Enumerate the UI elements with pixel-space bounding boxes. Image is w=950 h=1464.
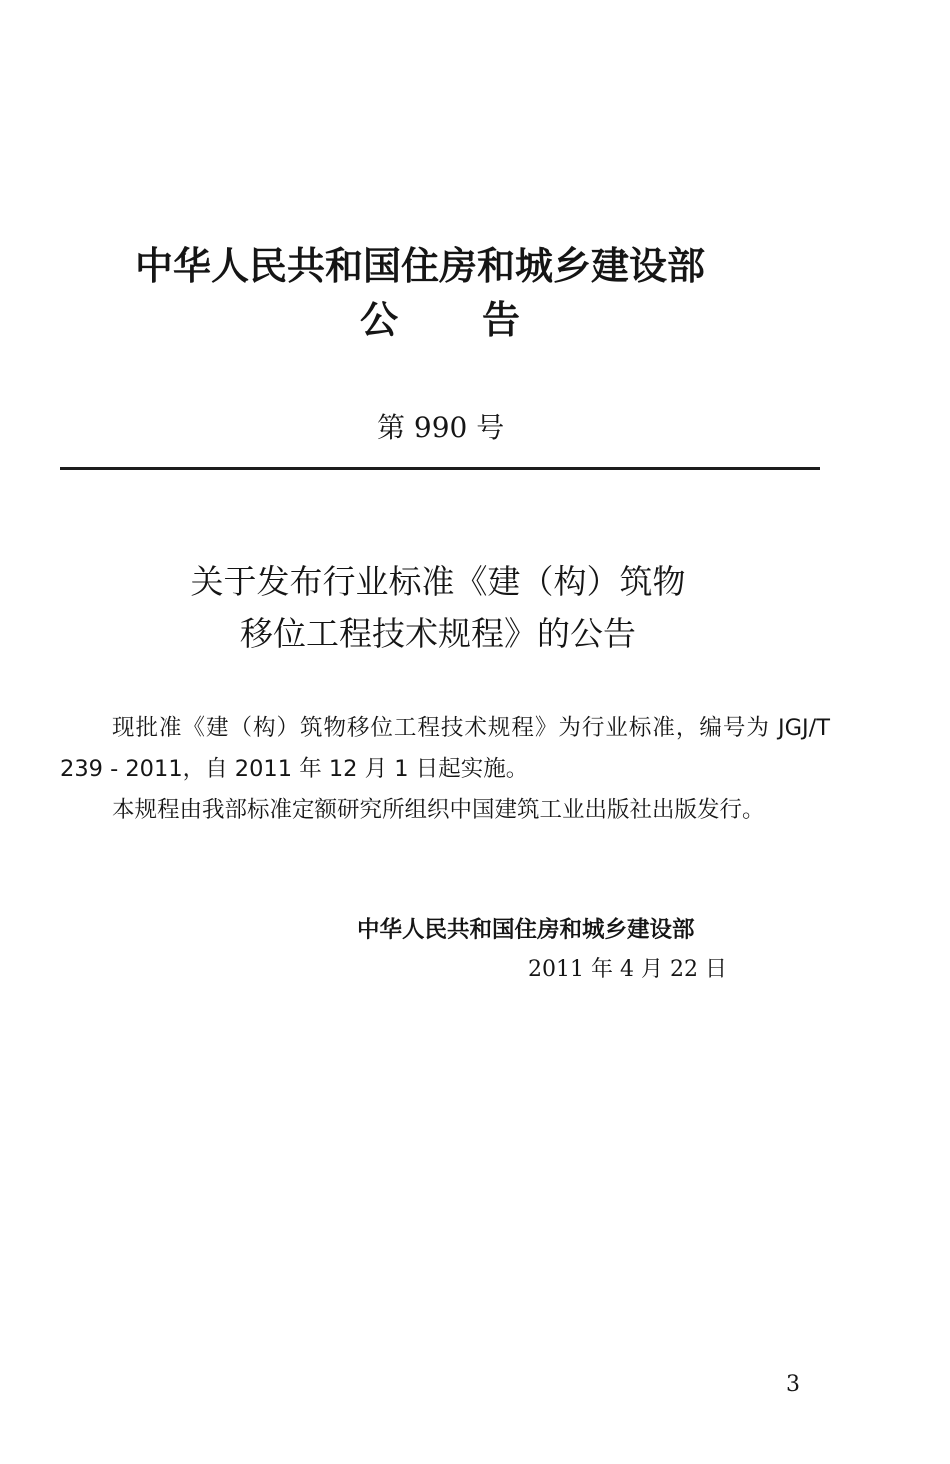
notice-number: 第 990 号	[377, 411, 505, 444]
page-number: 3	[786, 1372, 800, 1397]
signature-date: 2011 年 4 月 22 日	[528, 957, 727, 982]
header-divider	[60, 467, 820, 470]
issuer-title: 中华人民共和国住房和城乡建设部	[135, 243, 706, 288]
body-paragraph-publication: 本规程由我部标准定额研究所组织中国建筑工业出版社出版发行。	[112, 797, 765, 823]
notice-body	[60, 708, 830, 831]
signature-organization: 中华人民共和国住房和城乡建设部	[357, 917, 695, 943]
body-paragraph-approval: 现批准《建（构）筑物移位工程技术规程》为行业标准，编号为 JGJ/T 239 - 2011，自 2011 年 12 月 1 日起实施。	[60, 715, 830, 782]
notice-subject	[0, 556, 876, 660]
notice-subject-line-1: 关于发布行业标准《建（构）筑物	[190, 562, 686, 601]
notice-title: 公告	[360, 297, 605, 342]
notice-subject-line-2: 移位工程技术规程》的公告	[240, 614, 636, 653]
